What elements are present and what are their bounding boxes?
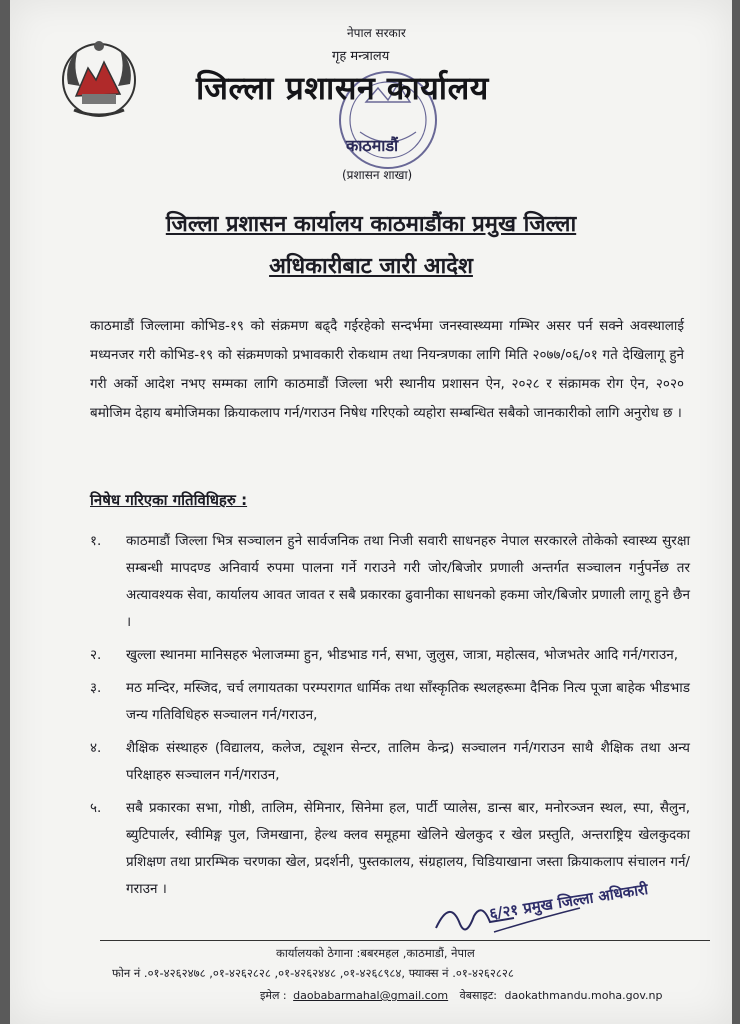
document-title-line2: अधिकारीबाट जारी आदेश	[269, 254, 473, 279]
email-label: इमेल :	[260, 989, 287, 1002]
intro-paragraph: काठमाडौं जिल्लामा कोभिड-१९ को संक्रमण बढ्दै गईरहेको सन्दर्भमा जनस्वास्थ्यमा गम्भिर असर पर्न सक्ने अवस्थालाई मध्यनजर गरी कोभिड-१९ को संक्रमणको प्रभावकारी रोकथाम तथा नियन्त्रणका लागि मिति २०७७/०६/०१ गते देखिलागू हुने गरी अर्को आदेश नभए सम्मका लागि काठमाडौं जिल्ला भरी स्थानीय प्रशासन ऐन, २०२८ र संक्रामक रोग ऐन, २०२० बमोजिम देहाय बमोजिमका क्रियाकलाप गर्न/गराउन निषेध गरिएको व्यहोरा सम्बन्धित सबैको जानकारीको लागि अनुरोध छ ।	[90, 318, 684, 421]
footer-phone: फोन नं .०१-४२६२४७८ ,०१-४२६२८२८ ,०१-४२६२४४८ ,०१-४२६८९८४, फ्याक्स नं .०१-४२६२८२८	[112, 966, 514, 980]
item-number: ३.	[90, 680, 102, 696]
item-text: मठ मन्दिर, मस्जिद, चर्च लगायतका परम्परागत धार्मिक तथा साँस्कृतिक स्थलहरूमा दैनिक नित्य पूजा बाहेक भीडभाड जन्य गतिविधिहरु सञ्चालन गर्न/गराउन,	[126, 680, 690, 723]
district-label: काठमाडौं	[346, 136, 399, 155]
list-item	[90, 735, 690, 789]
section-label: (प्रशासन शाखा)	[342, 168, 413, 182]
item-number: ५.	[90, 800, 102, 816]
item-text: सबै प्रकारका सभा, गोष्ठी, तालिम, सेमिनार, सिनेमा हल, पार्टी प्यालेस, डान्स बार, मनोरञ्जन स्थल, स्पा, सैलुन, ब्युटिपार्लर, स्वीमिङ्ग पुल, जिमखाना, हेल्थ क्लव समूहमा खेलिने खेलकुद र खेल प्रस्तुति, अन्तराष्ट्रिय खेलकुदका प्रशिक्षण तथा प्रारम्भिक चरणका खेल, प्रदर्शनी, पुस्तकालय, संग्रहालय, चिडियाखाना जस्ता क्रियाकलाप संचालन गर्न/गराउन ।	[126, 800, 690, 897]
footer-address: कार्यालयको ठेगाना :बबरमहल ,काठमाडौं, नेपाल	[276, 946, 475, 960]
item-text: खुल्ला स्थानमा मानिसहरु भेलाजम्मा हुन, भीडभाड गर्न, सभा, जुलुस, जात्रा, महोत्सव, भोजभतेर आदि गर्न/गराउन,	[126, 647, 679, 663]
item-number: १.	[90, 533, 102, 549]
email-link[interactable]: daobabarmahal@gmail.com	[293, 989, 449, 1002]
list-item	[90, 528, 690, 636]
website-label: वेबसाइट:	[459, 989, 497, 1002]
document-page	[10, 0, 732, 1024]
item-number: ४.	[90, 740, 102, 756]
signature-date: ६/२१	[488, 900, 520, 923]
item-text: शैक्षिक संस्थाहरु (विद्यालय, कलेज, ट्यूशन सेन्टर, तालिम केन्द्र) सञ्चालन गर्न/गराउन साथै शैक्षिक तथा अन्य परिक्षाहरु सञ्चालन गर्न/गराउन,	[126, 740, 690, 783]
website-link[interactable]: daokathmandu.moha.gov.np	[504, 989, 663, 1002]
list-item	[90, 675, 690, 729]
prohibited-list	[90, 528, 690, 909]
prohibited-heading: निषेध गरिएका गतिविधिहरु :	[90, 491, 248, 509]
document-title-line1: जिल्ला प्रशासन कार्यालय काठमाडौंका प्रमुख जिल्ला	[165, 212, 577, 237]
signature-title: प्रमुख जिल्ला अधिकारी	[521, 879, 650, 918]
nepal-emblem-icon	[58, 34, 140, 120]
footer-contact	[260, 988, 663, 1003]
office-title: जिल्ला प्रशासन कार्यालय	[196, 69, 489, 107]
footer-divider	[100, 940, 710, 941]
list-item	[90, 642, 690, 669]
ministry-label: गृह मन्त्रालय	[332, 49, 390, 64]
item-text: काठमाडौं जिल्ला भित्र सञ्चालन हुने सार्वजनिक तथा निजी सवारी साधनहरु नेपाल सरकारले तोकेको स्वास्थ्य सुरक्षा सम्बन्धी मापदण्ड अनिवार्य रुपमा पालना गर्ने गराउने गरी जोर/बिजोर प्रणाली अन्तर्गत सञ्चालन गर्नुपर्नेछ तर अत्यावश्यक सेवा, कार्यालय आवत जावत र सबै प्रकारका ढुवानीका साधनको हकमा जोर/बिजोर प्रणाली लागू हुने छैन ।	[126, 533, 690, 630]
item-number: २.	[90, 647, 102, 663]
government-label: नेपाल सरकार	[347, 26, 406, 40]
